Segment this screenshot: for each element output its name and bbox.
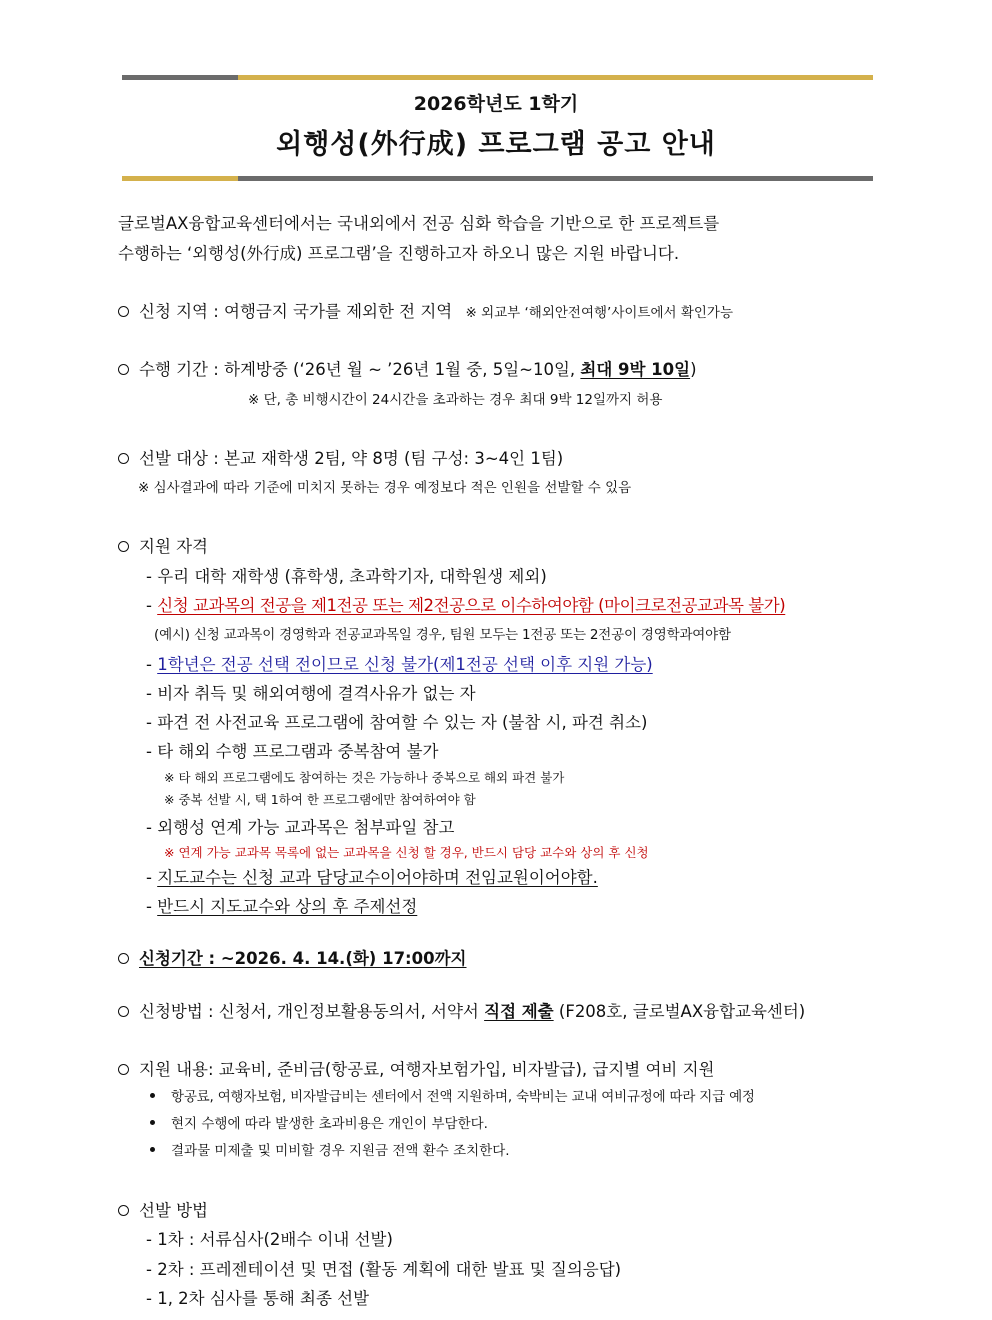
eligibility-item3-text: 1학년은 전공 선택 전이므로 신청 불가(제1전공 선택 이후 지원 가능) (157, 655, 653, 674)
circle-bullet-icon (118, 953, 129, 964)
period-section (118, 362, 697, 379)
bullet-dot-icon (150, 1120, 155, 1125)
eligibility-item3 (146, 657, 653, 674)
eligibility-item6-note2: ※ 중복 선발 시, 택 1하여 한 프로그램에만 참여하여야 함 (164, 792, 476, 807)
eligibility-item2 (146, 598, 785, 615)
selection-heading-label: 선발 방법 (139, 1201, 209, 1220)
title-line1: 2026학년도 1학기 (413, 93, 579, 115)
selection-heading (118, 1203, 208, 1220)
deadline-section (118, 951, 467, 968)
eligibility-heading-label: 지원 자격 (139, 537, 209, 556)
eligibility-item6: - 타 해외 수행 프로그램과 중복참여 불가 (146, 742, 439, 761)
support-bullet-text: 결과물 미제출 및 미비할 경우 지원금 전액 환수 조치한다. (171, 1143, 510, 1159)
eligibility-item9-text: 반드시 지도교수와 상의 후 주제선정 (157, 897, 418, 916)
support-bullet (150, 1145, 510, 1159)
period-highlight: 최대 9박 10일 (580, 360, 691, 379)
circle-bullet-icon (118, 306, 129, 317)
header-top-rule (122, 75, 873, 80)
circle-bullet-icon (118, 1064, 129, 1075)
eligibility-item4: - 비자 취득 및 해외여행에 결격사유가 없는 자 (146, 684, 476, 703)
intro-line2: 수행하는 ‘외행성(外行成) 프로그램’을 진행하고자 하오니 많은 지원 바랍니다. (118, 244, 680, 263)
eligibility-item2-example: (예시) 신청 교과목이 경영학과 전공교과목일 경우, 팀원 모두는 1전공 또는 2전공이 경영학과여야함 (154, 627, 731, 643)
selection-step: - 1, 2차 심사를 통해 최종 선발 (146, 1289, 370, 1308)
bullet-dot-icon (150, 1147, 155, 1152)
region-section (118, 304, 733, 321)
circle-bullet-icon (118, 541, 129, 552)
support-bullet-text: 항공료, 여행자보험, 비자발급비는 센터에서 전액 지원하며, 숙박비는 교내 여비규정에 따라 지급 예정 (171, 1089, 755, 1105)
target-label: 선발 대상 : 본교 재학생 2팀, 약 8명 (팀 구성: 3~4인 1팀) (139, 449, 564, 468)
support-section (118, 1062, 714, 1079)
eligibility-item6-note1: ※ 타 해외 프로그램에도 참여하는 것은 가능하나 중복으로 해외 파견 불가 (164, 770, 565, 785)
eligibility-item2-text: 신청 교과목의 전공을 제1전공 또는 제2전공으로 이수하여야함 (마이크로전공교과목 불가) (157, 596, 786, 615)
selection-step: - 2차 : 프레젠테이션 및 면접 (활동 계획에 대한 발표 및 질의응답) (146, 1260, 622, 1279)
eligibility-item7-note: ※ 연계 가능 교과목 목록에 없는 교과목을 신청 할 경우, 반드시 담당 교수와 상의 후 신청 (164, 845, 649, 860)
period-close: ) (690, 360, 697, 379)
target-section (118, 451, 563, 468)
circle-bullet-icon (118, 364, 129, 375)
eligibility-item7: - 외행성 연계 가능 교과목은 첨부파일 참고 (146, 818, 455, 837)
selection-step: - 1차 : 서류심사(2배수 이내 선발) (146, 1230, 393, 1249)
eligibility-item1: - 우리 대학 재학생 (휴학생, 초과학기자, 대학원생 제외) (146, 567, 547, 586)
dash: - (146, 655, 158, 674)
eligibility-item8-text: 지도교수는 신청 교과 담당교수이어야하며 전임교원이어야함. (157, 868, 598, 887)
period-label: 수행 기간 : 하계방중 (‘26년 월 ~ ’26년 1월 중, 5일~10일, (139, 360, 581, 379)
target-note: ※ 심사결과에 따라 기준에 미치지 못하는 경우 예정보다 적은 인원을 선발할 수 있음 (138, 480, 632, 496)
circle-bullet-icon (118, 1006, 129, 1017)
method-rest: (F208호, 글로벌AX융합교육센터) (553, 1002, 806, 1021)
eligibility-item5: - 파견 전 사전교육 프로그램에 참여할 수 있는 자 (불참 시, 파견 취소) (146, 713, 648, 732)
region-note: ※ 외교부 ‘해외안전여행’사이트에서 확인가능 (465, 305, 734, 321)
header-bottom-rule (122, 176, 873, 181)
support-bullet (150, 1091, 755, 1105)
circle-bullet-icon (118, 453, 129, 464)
support-bullet-text: 현지 수행에 따라 발생한 초과비용은 개인이 부담한다. (171, 1116, 488, 1132)
method-highlight: 직접 제출 (484, 1002, 554, 1021)
eligibility-item9 (146, 899, 417, 916)
method-label: 신청방법 : 신청서, 개인정보활용동의서, 서약서 (139, 1002, 485, 1021)
circle-bullet-icon (118, 1205, 129, 1216)
page-title: 외행성(外行成) 프로그램 공고 안내 (276, 129, 716, 160)
dash: - (146, 868, 158, 887)
eligibility-item8 (146, 870, 598, 887)
deadline-label: 신청기간 : ~2026. 4. 14.(화) 17:00까지 (139, 949, 467, 968)
support-label: 지원 내용: 교육비, 준비금(항공료, 여행자보험가입, 비자발급), 급지별 여비 지원 (139, 1060, 715, 1079)
method-section (118, 1004, 805, 1021)
region-label: 신청 지역 : 여행금지 국가를 제외한 전 지역 (139, 302, 453, 321)
period-note: ※ 단, 총 비행시간이 24시간을 초과하는 경우 최대 9박 12일까지 허용 (248, 392, 663, 408)
dash: - (146, 596, 158, 615)
dash: - (146, 897, 158, 916)
bullet-dot-icon (150, 1093, 155, 1098)
intro-line1: 글로벌AX융합교육센터에서는 국내외에서 전공 심화 학습을 기반으로 한 프로젝트를 (118, 214, 720, 233)
support-bullet (150, 1118, 488, 1132)
eligibility-heading (118, 539, 208, 556)
